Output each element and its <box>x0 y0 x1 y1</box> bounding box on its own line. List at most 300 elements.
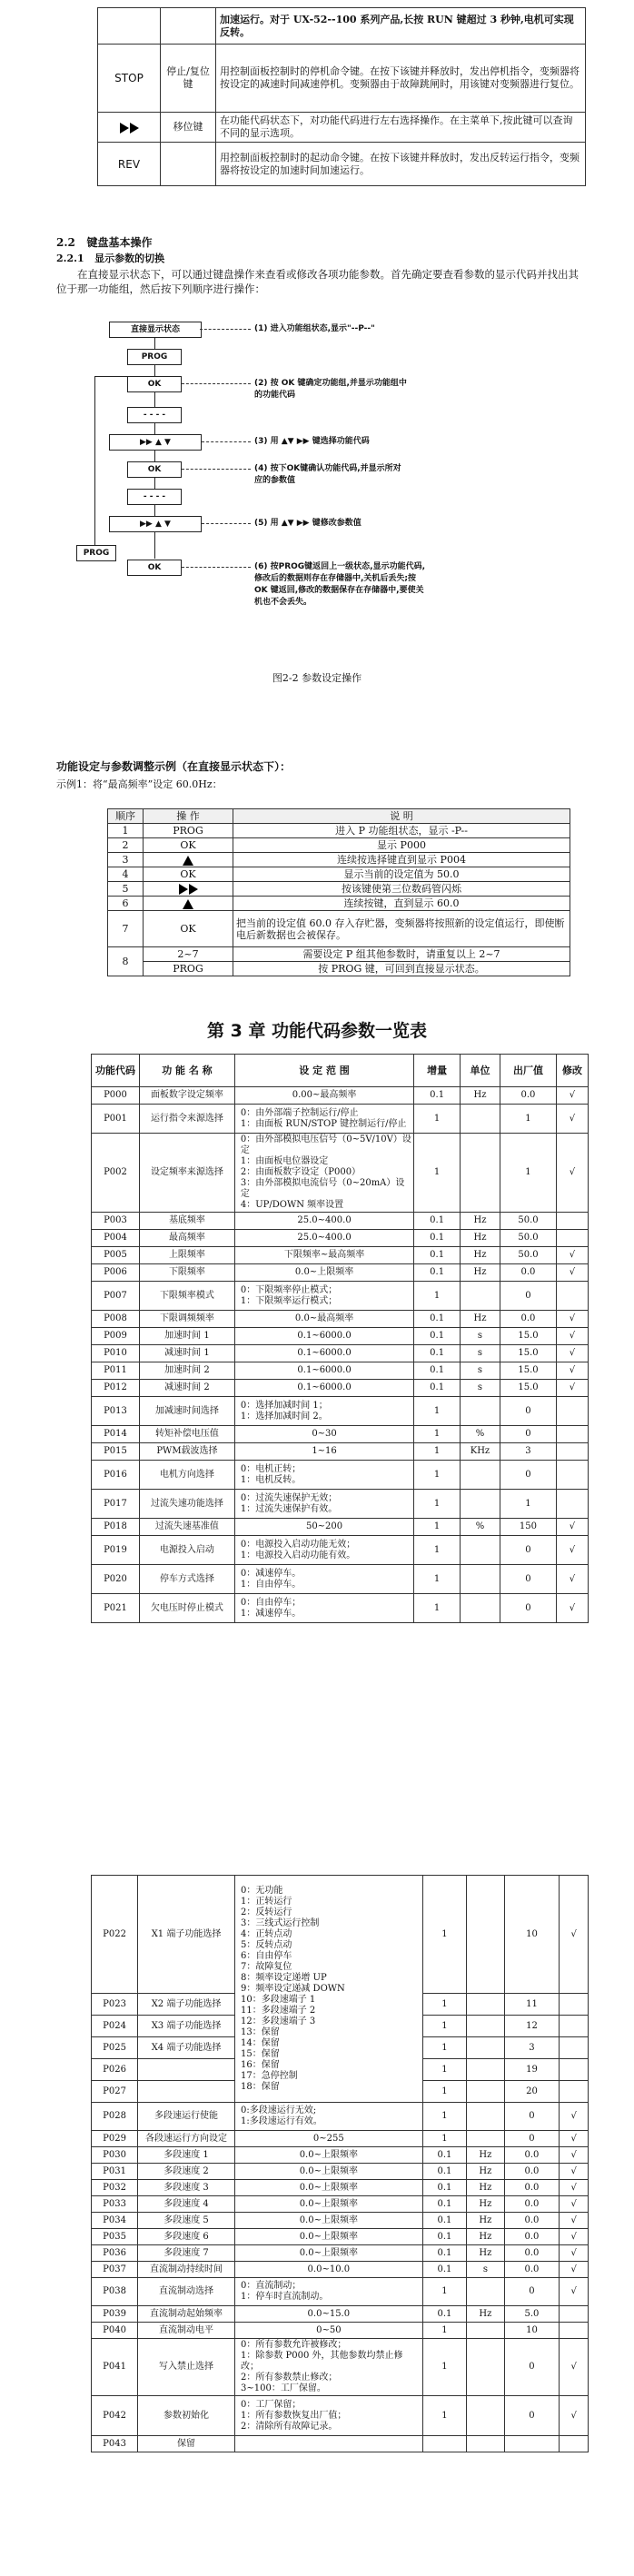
example-operation-table <box>107 808 570 976</box>
param-default: 0.0 <box>504 2196 560 2213</box>
param-step: 0.1 <box>422 2196 467 2213</box>
up-down-arrow-icon: ▲▼ <box>281 519 294 528</box>
param-code: P043 <box>92 2436 138 2452</box>
table-row: 2 OK 显示 P000 <box>108 838 570 853</box>
param-range: 0：工厂保留； 1：所有参数恢复出厂值； 2：清除所有故障记录。 <box>235 2396 423 2436</box>
table-row <box>92 2262 589 2278</box>
table-row <box>98 143 586 186</box>
param-modifiable: √ <box>560 2213 589 2229</box>
param-step: 1 <box>414 1397 461 1426</box>
param-range: 0~255 <box>235 2131 423 2147</box>
param-modifiable <box>560 2436 589 2452</box>
param-default: 0 <box>500 1397 556 1426</box>
param-code: P008 <box>92 1311 140 1328</box>
table-row <box>92 1087 589 1105</box>
param-name: X4 端子功能选择 <box>138 2037 235 2059</box>
table-row <box>92 2323 589 2339</box>
param-unit: Hz <box>460 1264 500 1282</box>
table-header-row <box>92 1055 589 1087</box>
param-step: 1 <box>414 1461 461 1490</box>
param-unit: Hz <box>467 2147 504 2164</box>
param-unit <box>467 1876 504 1994</box>
table-row <box>92 2131 589 2147</box>
param-name: 加速时间 2 <box>140 1362 235 1380</box>
param-step: 0.1 <box>422 2147 467 2164</box>
param-default: 0 <box>504 2278 560 2306</box>
table-row <box>92 1213 589 1230</box>
param-name: 上限频率 <box>140 1247 235 1264</box>
key-name: 停止/复位键 <box>161 45 216 113</box>
table-row <box>98 45 586 113</box>
table-row <box>92 1380 589 1397</box>
param-name: 下限频率模式 <box>140 1282 235 1311</box>
param-unit: s <box>460 1345 500 1362</box>
param-default: 0.0 <box>504 2245 560 2262</box>
param-step: 0.1 <box>414 1345 461 1362</box>
table-row <box>92 2196 589 2213</box>
param-unit: Hz <box>467 2196 504 2213</box>
param-name: X1 端子功能选择 <box>138 1876 235 1994</box>
param-unit: s <box>460 1362 500 1380</box>
arrow-keys-box: ▶▶ ▲ ▼ <box>109 434 202 451</box>
param-code: P012 <box>92 1380 140 1397</box>
table-row <box>92 1345 589 1362</box>
param-unit: s <box>460 1380 500 1397</box>
param-unit <box>467 2339 504 2396</box>
param-modifiable <box>560 2081 589 2103</box>
param-modifiable: √ <box>556 1565 588 1594</box>
step-note-6: (6) 按PROG键返回上一级状态,显示功能代码,修改后的数据则存在存储器中,关机后丢失;按 OK 键返回,修改的数据保存在存储器中,要使关机也不会丢失。 <box>254 562 426 607</box>
example-subtitle: 示例1：将“最高频率”设定 60.0Hz： <box>56 778 223 790</box>
display-box: - - - - <box>127 407 182 423</box>
start-state-box: 直接显示状态 <box>109 322 202 338</box>
display-box: - - - - <box>127 489 182 505</box>
up-triangle-icon <box>183 856 193 866</box>
param-modifiable <box>556 1490 588 1519</box>
param-unit <box>460 1490 500 1519</box>
param-modifiable: √ <box>560 2278 589 2306</box>
param-name: 参数初始化 <box>138 2396 235 2436</box>
param-step: 1 <box>414 1105 461 1134</box>
example-title: 功能设定与参数调整示例（在直接显示状态下）： <box>56 760 292 773</box>
param-step: 0.1 <box>414 1380 461 1397</box>
chapter-title: 第 3 章 功能代码参数一览表 <box>206 1021 428 1041</box>
param-code: P021 <box>92 1594 140 1623</box>
param-step: 0.1 <box>414 1213 461 1230</box>
param-name: 停车方式选择 <box>140 1565 235 1594</box>
column-header: 设 定 范 围 <box>234 1055 413 1087</box>
param-name: 过流失速功能选择 <box>140 1490 235 1519</box>
param-default: 0 <box>504 2339 560 2396</box>
param-default: 15.0 <box>500 1328 556 1345</box>
param-modifiable <box>556 1461 588 1490</box>
step-note-4: (4) 按下OK键确认功能代码,并显示所对应的参数值 <box>254 464 401 485</box>
param-unit <box>467 2278 504 2306</box>
param-unit <box>467 2131 504 2147</box>
param-modifiable: √ <box>560 2131 589 2147</box>
param-step: 0.1 <box>422 2164 467 2180</box>
param-code: P025 <box>92 2037 138 2059</box>
param-code: P027 <box>92 2081 138 2103</box>
param-range: 0：直流制动； 1：停车时直流制动。 <box>235 2278 423 2306</box>
param-default: 15.0 <box>500 1345 556 1362</box>
key-name: 移位键 <box>161 113 216 143</box>
param-unit: Hz <box>467 2229 504 2245</box>
param-modifiable: √ <box>560 1876 589 1994</box>
param-unit: Hz <box>467 2245 504 2262</box>
param-code: P019 <box>92 1536 140 1565</box>
param-range: 0.0~15.0 <box>235 2306 423 2323</box>
table-row <box>98 113 586 143</box>
table-row <box>92 2278 589 2306</box>
column-header: 功 能 名 称 <box>140 1055 235 1087</box>
param-step <box>422 2436 467 2452</box>
param-unit: Hz <box>467 2213 504 2229</box>
param-step: 0.1 <box>422 2180 467 2196</box>
param-modifiable <box>560 1994 589 2016</box>
param-name: 多段速度 7 <box>138 2245 235 2262</box>
param-step: 0.1 <box>414 1328 461 1345</box>
table-row <box>92 1519 589 1536</box>
param-code: P028 <box>92 2103 138 2131</box>
param-default: 0 <box>504 2103 560 2131</box>
param-modifiable: √ <box>560 2196 589 2213</box>
param-unit: % <box>460 1519 500 1536</box>
param-default: 0.0 <box>504 2164 560 2180</box>
key-desc: 用控制面板控制时的起动命令键。在按下该键并释放时，发出反转运行指令，变频器将按设定的加速时间加速运行。 <box>216 143 586 186</box>
param-unit <box>460 1594 500 1623</box>
table-row: 5 按该键使第三位数码管闪烁 <box>108 882 570 897</box>
param-range: 0.0~上限频率 <box>235 2245 423 2262</box>
column-header: 说 明 <box>233 809 570 824</box>
param-code: P042 <box>92 2396 138 2436</box>
param-modifiable <box>560 2059 589 2081</box>
param-code: P029 <box>92 2131 138 2147</box>
param-step: 0.1 <box>422 2213 467 2229</box>
table-row <box>92 1230 589 1247</box>
param-step: 1 <box>422 2103 467 2131</box>
table-row <box>92 1247 589 1264</box>
param-range: 0.0~上限频率 <box>235 2229 423 2245</box>
param-unit: Hz <box>460 1213 500 1230</box>
arrow-keys-box: ▶▶ ▲ ▼ <box>109 516 202 532</box>
ok-key-box: OK <box>127 376 182 392</box>
table-row <box>92 2306 589 2323</box>
parameter-table <box>91 1054 589 1623</box>
param-code: P018 <box>92 1519 140 1536</box>
param-step: 0.1 <box>414 1087 461 1105</box>
double-right-arrow-icon: ▶▶ <box>296 519 310 528</box>
key-desc: 用控制面板控制时的停机命令键。在按下该键并释放时，发出停机指令，变频器将按设定的减速时间减速停机。变频器由于故障跳闸时，用该键对变频器进行复位。 <box>216 45 586 113</box>
param-range: 0.0~最高频率 <box>234 1311 413 1328</box>
table-row <box>98 8 586 45</box>
param-unit <box>467 2016 504 2037</box>
param-name: PWM载波选择 <box>140 1443 235 1461</box>
param-modifiable: √ <box>560 2396 589 2436</box>
param-code: P038 <box>92 2278 138 2306</box>
table-row <box>92 2339 589 2396</box>
param-default: 1 <box>500 1490 556 1519</box>
param-default: 0.0 <box>500 1087 556 1105</box>
param-modifiable: √ <box>560 2180 589 2196</box>
param-range: 0：减速停车。 1：自由停车。 <box>234 1565 413 1594</box>
param-range: 25.0~400.0 <box>234 1213 413 1230</box>
param-step: 1 <box>414 1519 461 1536</box>
param-name: 多段速运行使能 <box>138 2103 235 2131</box>
param-name: 多段速度 5 <box>138 2213 235 2229</box>
param-name: 减速时间 1 <box>140 1345 235 1362</box>
param-range: 0：所有参数允许被修改； 1：除参数 P000 外，其他参数均禁止修改； 2：所有参数禁止修改； 3~100：工厂保留。 <box>235 2339 423 2396</box>
key-desc: 加速运行。对于 UX-52--100 系列产品,长按 RUN 键超过 3 秒钟,电机可实现反转。 <box>216 8 586 45</box>
table-header-row <box>108 809 570 824</box>
ok-key-box: OK <box>127 461 182 478</box>
param-step: 1 <box>414 1594 461 1623</box>
param-name: X3 端子功能选择 <box>138 2016 235 2037</box>
table-row <box>92 1264 589 1282</box>
parameter-setting-diagram <box>83 322 581 639</box>
column-header: 修改 <box>556 1055 588 1087</box>
param-code: P000 <box>92 1087 140 1105</box>
param-default: 0.0 <box>504 2147 560 2164</box>
param-default: 0 <box>500 1461 556 1490</box>
param-step: 1 <box>414 1282 461 1311</box>
param-modifiable: √ <box>560 2147 589 2164</box>
param-name: 减速时间 2 <box>140 1380 235 1397</box>
param-range: 0.0~上限频率 <box>235 2213 423 2229</box>
table-row <box>92 1565 589 1594</box>
table-row: 1 PROG 进入 P 功能组状态，显示 -P-- <box>108 824 570 838</box>
param-unit <box>467 2323 504 2339</box>
param-unit: Hz <box>460 1247 500 1264</box>
param-unit <box>467 2396 504 2436</box>
key-label: STOP <box>98 45 161 113</box>
table-row: 8 2~7 需要设定 P 组其他参数时，请重复以上 2~7 <box>108 947 570 962</box>
param-code: P023 <box>92 1994 138 2016</box>
param-step: 1 <box>422 2396 467 2436</box>
param-code: P037 <box>92 2262 138 2278</box>
param-modifiable: √ <box>556 1594 588 1623</box>
double-right-arrow-icon: ▶▶ <box>296 437 310 446</box>
table-row: 3 连续按选择键直到显示 P004 <box>108 853 570 867</box>
param-modifiable: √ <box>556 1311 588 1328</box>
column-header: 功能代码 <box>92 1055 140 1087</box>
param-name: 面板数字设定频率 <box>140 1087 235 1105</box>
parameter-table <box>91 1875 589 2452</box>
up-triangle-icon <box>183 899 193 909</box>
param-code: P009 <box>92 1328 140 1345</box>
param-unit: s <box>460 1328 500 1345</box>
param-code: P031 <box>92 2164 138 2180</box>
param-default: 0.0 <box>500 1264 556 1282</box>
param-step: 0.1 <box>414 1264 461 1282</box>
table-row <box>92 2164 589 2180</box>
param-name: 下限调频频率 <box>140 1311 235 1328</box>
param-default: 10 <box>504 2323 560 2339</box>
param-default: 15.0 <box>500 1380 556 1397</box>
param-default: 19 <box>504 2059 560 2081</box>
column-header: 单位 <box>460 1055 500 1087</box>
param-name: 多段速度 1 <box>138 2147 235 2164</box>
param-code: P034 <box>92 2213 138 2229</box>
param-range: 25.0~400.0 <box>234 1230 413 1247</box>
param-range: 0：电机正转； 1：电机反转。 <box>234 1461 413 1490</box>
param-range: 0:多段速运行无效; 1:多段速运行有效。 <box>235 2103 423 2131</box>
param-code: P005 <box>92 1247 140 1264</box>
subsection-heading: 2.2.1 显示参数的切换 <box>56 253 165 264</box>
param-name: 设定频率来源选择 <box>140 1134 235 1213</box>
column-header: 操 作 <box>144 809 233 824</box>
param-range: 下限频率~最高频率 <box>234 1247 413 1264</box>
param-modifiable <box>556 1443 588 1461</box>
param-step: 1 <box>414 1443 461 1461</box>
table-row: 6 连续按键，直到显示 60.0 <box>108 897 570 911</box>
param-modifiable: √ <box>556 1134 588 1213</box>
section-heading: 2.2 键盘基本操作 <box>56 236 153 249</box>
step-note-1: (1) 进入功能组状态,显示"--P--" <box>254 324 375 333</box>
param-unit <box>460 1134 500 1213</box>
param-unit: % <box>460 1426 500 1443</box>
param-unit <box>467 1994 504 2016</box>
param-code: P041 <box>92 2339 138 2396</box>
param-step: 1 <box>422 2059 467 2081</box>
param-range: 0：下限频率停止模式； 1：下限频率运行模式； <box>234 1282 413 1311</box>
param-step: 1 <box>422 2339 467 2396</box>
param-name: 运行指令来源选择 <box>140 1105 235 1134</box>
param-unit <box>467 2103 504 2131</box>
param-unit: Hz <box>460 1311 500 1328</box>
param-modifiable <box>560 2323 589 2339</box>
prog-key-box: PROG <box>127 349 182 365</box>
table-row <box>92 1490 589 1519</box>
param-default: 50.0 <box>500 1213 556 1230</box>
param-range: 0.1~6000.0 <box>234 1345 413 1362</box>
table-row <box>92 1397 589 1426</box>
param-name: 多段速度 2 <box>138 2164 235 2180</box>
table-row <box>92 2103 589 2131</box>
param-default: 150 <box>500 1519 556 1536</box>
double-right-arrow-icon <box>120 121 139 134</box>
param-name: 直流制动选择 <box>138 2278 235 2306</box>
param-modifiable <box>560 2306 589 2323</box>
param-unit <box>467 2059 504 2081</box>
param-default: 0.0 <box>504 2262 560 2278</box>
intro-paragraph: 在直接显示状态下，可以通过键盘操作来查看或修改各项功能参数。首先确定要查看参数的显示代码并找出其位于那一功能组，然后按下列顺序进行操作： <box>56 268 579 295</box>
param-code: P016 <box>92 1461 140 1490</box>
param-code: P006 <box>92 1264 140 1282</box>
param-code: P001 <box>92 1105 140 1134</box>
double-right-arrow-icon: ▶▶ <box>140 520 153 529</box>
step-note-5: (5) 用 ▲▼ ▶▶ 键修改参数值 <box>254 519 362 528</box>
param-range <box>235 2436 423 2452</box>
param-default: 50.0 <box>500 1247 556 1264</box>
param-step: 1 <box>422 2278 467 2306</box>
param-code: P030 <box>92 2147 138 2164</box>
param-name: X2 端子功能选择 <box>138 1994 235 2016</box>
step-note-3: (3) 用 ▲▼ ▶▶ 键选择功能代码 <box>254 437 370 446</box>
param-modifiable <box>556 1282 588 1311</box>
param-name: 保留 <box>138 2436 235 2452</box>
param-name <box>138 2059 235 2081</box>
param-name: 加速时间 1 <box>140 1328 235 1345</box>
table-row <box>92 2396 589 2436</box>
param-range: 0：选择加减时间 1； 1：选择加减时间 2。 <box>234 1397 413 1426</box>
column-header: 出厂值 <box>500 1055 556 1087</box>
param-modifiable <box>556 1397 588 1426</box>
param-name: 多段速度 3 <box>138 2180 235 2196</box>
param-step: 1 <box>422 1994 467 2016</box>
table-row <box>92 1105 589 1134</box>
param-range: 0.0~上限频率 <box>235 2164 423 2180</box>
param-unit: Hz <box>460 1230 500 1247</box>
figure-caption: 图2-2 参数设定操作 <box>272 672 362 684</box>
param-code: P002 <box>92 1134 140 1213</box>
param-code: P013 <box>92 1397 140 1426</box>
param-range: 0：自由停车； 1：减速停车。 <box>234 1594 413 1623</box>
param-modifiable: √ <box>560 2262 589 2278</box>
param-default: 0 <box>500 1565 556 1594</box>
param-default: 15.0 <box>500 1362 556 1380</box>
param-unit <box>460 1565 500 1594</box>
param-unit <box>460 1397 500 1426</box>
param-modifiable <box>556 1230 588 1247</box>
param-unit <box>467 2436 504 2452</box>
param-unit: s <box>467 2262 504 2278</box>
param-step: 0.1 <box>422 2306 467 2323</box>
param-range: 0~30 <box>234 1426 413 1443</box>
param-code: P024 <box>92 2016 138 2037</box>
param-name: 各段速运行方向设定 <box>138 2131 235 2147</box>
param-range: 0：由外部模拟电压信号（0~5V/10V）设定 1：由面板电位器设定 2：由面板数字设定（P000） 3：由外部模拟电流信号（0~20mA）设定 4：UP/DOWN 频率设置 <box>234 1134 413 1213</box>
param-unit: Hz <box>467 2306 504 2323</box>
param-step: 0.1 <box>422 2229 467 2245</box>
param-range: 0：由外部端子控制运行/停止 1：由面板 RUN/STOP 键控制运行/停止 <box>234 1105 413 1134</box>
param-code: P011 <box>92 1362 140 1380</box>
param-default: 0 <box>504 2131 560 2147</box>
prog-key-box: PROG <box>76 545 116 561</box>
param-step: 1 <box>422 1876 467 1994</box>
param-default: 20 <box>504 2081 560 2103</box>
param-modifiable: √ <box>556 1087 588 1105</box>
table-row <box>92 1443 589 1461</box>
param-default: 10 <box>504 1876 560 1994</box>
param-code: P035 <box>92 2229 138 2245</box>
param-default: 0 <box>500 1426 556 1443</box>
column-header: 顺序 <box>108 809 144 824</box>
param-range: 0.0~上限频率 <box>235 2180 423 2196</box>
param-code: P014 <box>92 1426 140 1443</box>
param-modifiable: √ <box>556 1362 588 1380</box>
table-row <box>92 1282 589 1311</box>
param-modifiable: √ <box>560 2229 589 2245</box>
table-row <box>92 2147 589 2164</box>
param-modifiable <box>560 2016 589 2037</box>
param-default: 0.0 <box>500 1311 556 1328</box>
param-code: P032 <box>92 2180 138 2196</box>
param-unit: Hz <box>460 1087 500 1105</box>
param-range: 0：无功能 1：正转运行 2：反转运行 3：三线式运行控制 4：正转点动 5：反转点动 6：自由停车 7：故障复位 8：频率设定递增 UP 9：频率设定递减 DOWN 10：多段速端子 1 11：多段速端子 2 12：多段速端子 3 13：保留 14：保留 15：保留 16：保留 17：急停控制 18：保留 <box>235 1876 423 2103</box>
param-step: 1 <box>422 2081 467 2103</box>
param-name: 下限频率 <box>140 1264 235 1282</box>
param-unit <box>460 1282 500 1311</box>
param-default: 12 <box>504 2016 560 2037</box>
param-default: 0.0 <box>504 2213 560 2229</box>
param-name: 多段速度 4 <box>138 2196 235 2213</box>
key-desc: 在功能代码状态下，对功能代码进行左右选择操作。在主菜单下,按此键可以查询不同的显示选项。 <box>216 113 586 143</box>
param-unit <box>460 1536 500 1565</box>
table-row <box>92 1134 589 1213</box>
param-default: 0 <box>500 1536 556 1565</box>
param-name: 转矩补偿电压值 <box>140 1426 235 1443</box>
